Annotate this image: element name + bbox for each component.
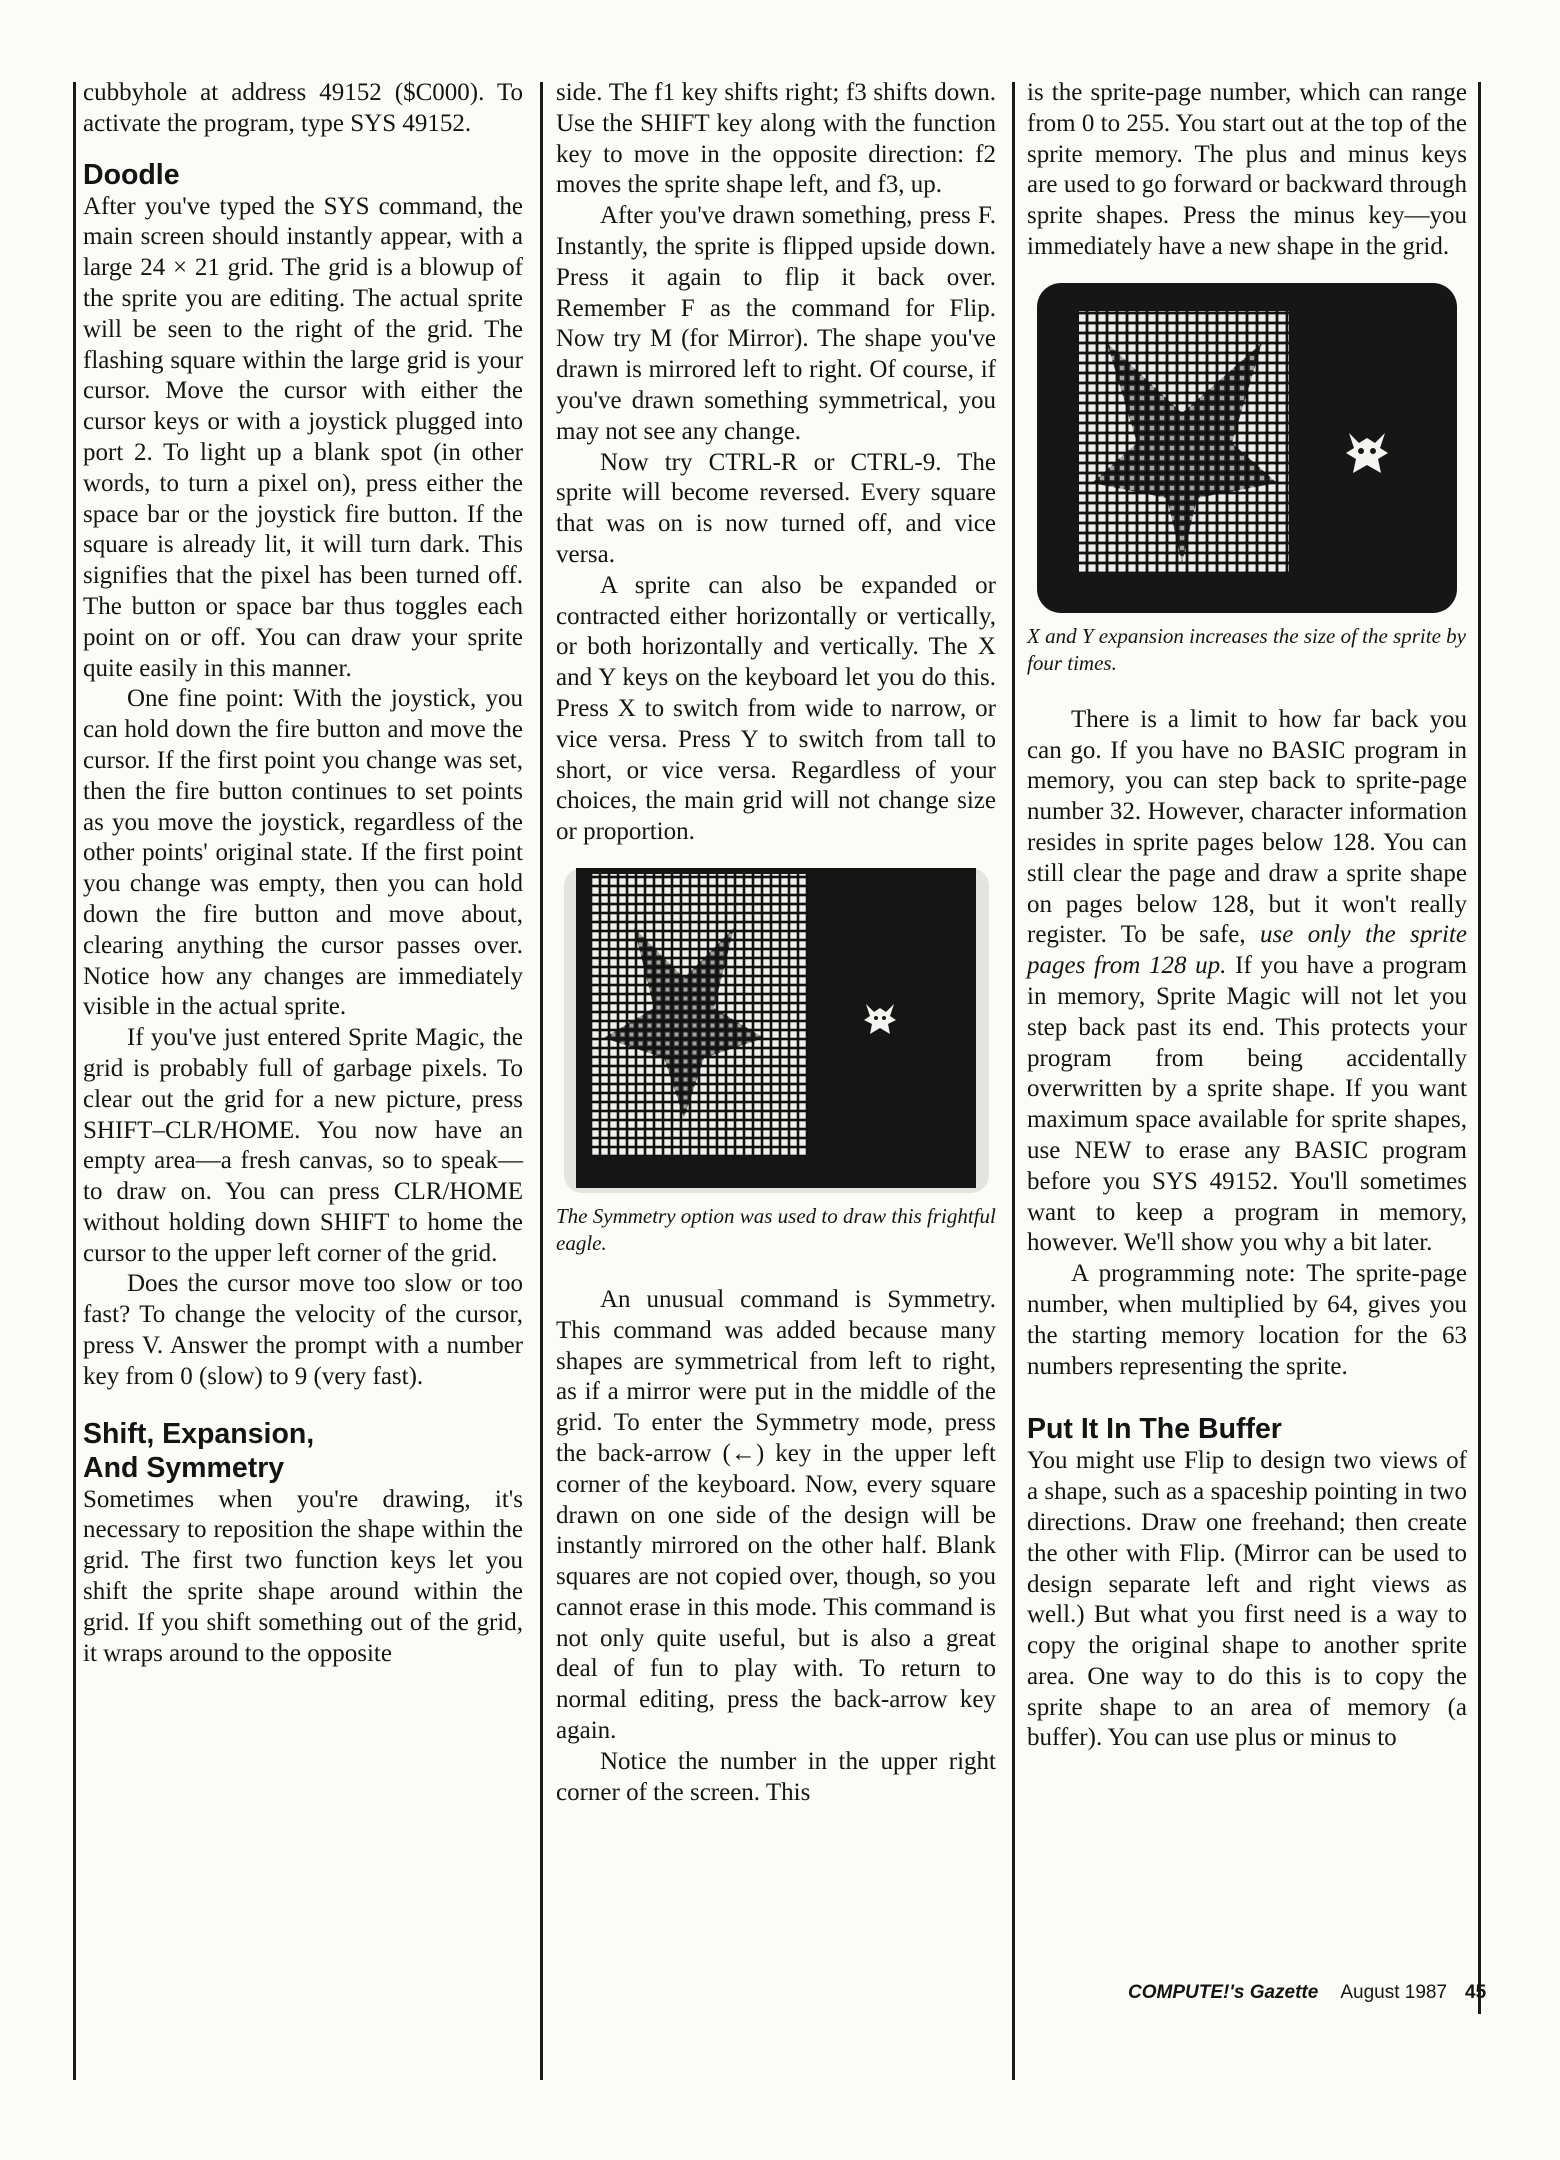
paragraph: Does the cursor move too slow or too fast? To change the velocity of the cursor, press V. Answer the prompt with a number key from 0 (slow) to 9 (very fast). — [83, 1270, 523, 1390]
column-1 — [83, 78, 523, 1669]
paragraph: One fine point: With the joystick, you can hold down the fire button and move the cursor. If the first point you change was set, then the fire button continues to set points as you move the joystick, regardless of the other points' original state. If the first point you change was empty, then you can hold down the fire button and move about, clearing anything the cursor passes over. Notice how any changes are immediately visible in the actual sprite. — [83, 685, 523, 1021]
text-run: There is a limit to how far back you can go. If you have no BASIC program in memory, you can step back to sprite-page number 32. However, character information resides in sprite pages below 128. You can still clear the page and draw a sprite shape on pages below 128, but it won't really register. To be safe, — [1027, 705, 1467, 949]
paragraph — [1027, 705, 1467, 1259]
paragraph: cubbyhole at address 49152 ($C000). To activate the program, type SYS 49152. — [83, 79, 523, 137]
paragraph: is the sprite-page number, which can range from 0 to 255. You start out at the top of the sprite memory. The plus and minus keys are used to go forward or backward through sprite shapes. Press the minus key—you immediately have a new shape in the grid. — [1027, 79, 1467, 260]
paragraph: After you've typed the SYS command, the main screen should instantly appear, with a large 24 × 21 grid. The grid is a blowup of the sprite you are editing. The actual sprite will be seen to the right of the grid. The flashing square within the large grid is your cursor. Move the cursor with either the cursor keys or with a joystick plugged into port 2. To light up a blank spot (in other words, to turn a pixel on), press either the space bar or the joystick fire button. If the square is already lit, it will turn dark. This signifies that the pixel has been turned off. The button or space bar thus toggles each point on or off. You can draw your sprite quite easily in this manner. — [83, 192, 523, 682]
paragraph: side. The f1 key shifts right; f3 shifts down. Use the SHIFT key along with the function key to move in the opposite direction: f2 moves the sprite shape left, and f3, up. — [556, 79, 996, 199]
page-footer — [1128, 1982, 1486, 2004]
figure-caption: X and Y expansion increases the size of the sprite by four times. — [1027, 623, 1466, 675]
emphasis-text: use only the sprite pages from 128 up. — [1027, 921, 1467, 980]
paragraph: An unusual command is Symmetry. This command was added because many shapes are symmetrical from left to right, as if a mirror were put in the middle of the grid. To enter the Symmetry mode, press the back-arrow (←) key in the upper left corner of the keyboard. Now, every square drawn on one side of the design will be instantly mirrored on the other half. Blank squares are not copied over, though, so you cannot erase in this mode. This command is not only quite useful, but is also a great deal of fun to play with. To return to normal editing, press the back-arrow key again. — [556, 1285, 996, 1745]
paragraph: Sometimes when you're drawing, it's necessary to reposition the shape within the grid. The first two function keys let you shift the sprite shape around within the grid. If you shift something out of the grid, it wraps around to the opposite — [83, 1485, 523, 1667]
screenshot-figure-expansion — [1037, 283, 1457, 613]
column-rule — [1478, 82, 1481, 2014]
section-heading-buffer: Put It In The Buffer — [1027, 1413, 1282, 1446]
paragraph: Now try CTRL-R or CTRL-9. The sprite will become reversed. Every square that was on is now turned off, and vice versa. — [556, 448, 996, 568]
column-rule — [540, 82, 543, 2080]
paragraph: You might use Flip to design two views of a shape, such as a spaceship pointing in two directions. Draw one freehand; then create the other with Flip. (Mirror can be used to design separate left and right views as well.) But what you first need is a way to copy the original shape to another sprite area. One way to do this is to copy the sprite shape to an area of memory (a buffer). You can use plus or minus to — [1027, 1447, 1467, 1752]
issue-date: August 1987 — [1340, 1982, 1448, 2003]
column-2 — [556, 78, 996, 1808]
paragraph: After you've drawn something, press F. Instantly, the sprite is flipped upside down. Press it again to flip it back over. Remember F as the command for Flip. Now try M (for Mirror). The shape you've drawn is mirrored left to right. Of course, if you've drawn something symmetrical, you may not see any change. — [556, 202, 996, 445]
column-rule — [1012, 82, 1015, 2080]
publication-name: COMPUTE!'s Gazette — [1128, 1982, 1319, 2003]
paragraph: A programming note: The sprite-page number, when multiplied by 64, gives you the starting memory location for the 63 numbers representing the sprite. — [1027, 1260, 1467, 1380]
column-3 — [1027, 78, 1467, 1754]
section-heading-shift — [83, 1417, 523, 1485]
heading-line: And Symmetry — [83, 1451, 285, 1484]
paragraph: If you've just entered Sprite Magic, the grid is probably full of garbage pixels. To clear out the grid for a new picture, press SHIFT–CLR/HOME. You now have an empty area—a fresh canvas, so to speak—to draw on. You can press CLR/HOME without holding down SHIFT to home the cursor to the upper left corner of the grid. — [83, 1024, 523, 1267]
text-run: If you have a program in memory, Sprite Magic will not let you step back past its end. This protects your program from being accidentally overwritten by a sprite shape. If you want maximum space available for sprite shapes, use NEW to erase any BASIC program before you SYS 49152. You'll sometimes want to keep a program in memory, however. We'll show you why a bit later. — [1027, 952, 1467, 1257]
screenshot-figure-eagle — [564, 868, 989, 1193]
figure-caption: The Symmetry option was used to draw this frightful eagle. — [556, 1203, 996, 1255]
column-rule — [73, 82, 76, 2080]
paragraph: A sprite can also be expanded or contracted either horizontally or vertically, or both horizontally and vertically. The X and Y keys on the keyboard let you do this. Press X to switch from wide to narrow, or vice versa. Press Y to switch from tall to short, or vice versa. Regardless of your choices, the main grid will not change size or proportion. — [556, 571, 996, 846]
section-heading-doodle: Doodle — [83, 158, 180, 191]
heading-line: Shift, Expansion, — [83, 1417, 315, 1450]
page-number: 45 — [1465, 1982, 1487, 2003]
paragraph: Notice the number in the upper right corner of the screen. This — [556, 1747, 996, 1806]
